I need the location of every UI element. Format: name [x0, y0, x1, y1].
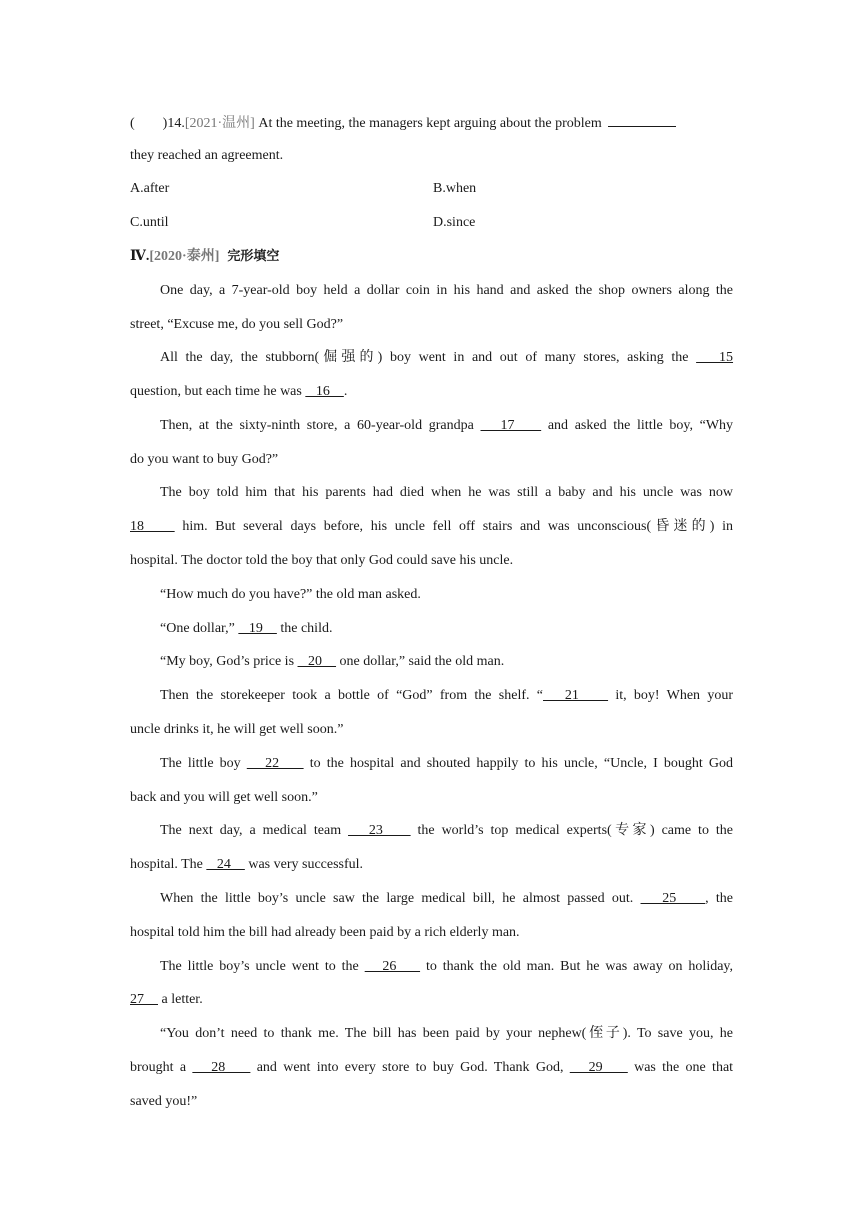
blank-15[interactable]: 15 [696, 350, 734, 365]
blank-19[interactable]: 19 [238, 621, 277, 636]
passage-line: hospital told him the bill had already been paid by a rich elderly man. [130, 925, 520, 940]
passage-line: All the day, the stubborn(倔强的) boy went in and out of many stores, asking the 15 [160, 350, 734, 365]
passage-line: The little boy 22 to the hospital and shouted happily to his uncle, “Uncle, I bought God [160, 756, 734, 771]
passage-line: The little boy’s uncle went to the 26 to thank the old man. But he was away on holiday, [160, 959, 734, 974]
passage-line: “One dollar,” 19 the child. [160, 621, 333, 636]
section-heading [130, 247, 733, 267]
blank-24[interactable]: 24 [206, 857, 245, 872]
passage-line: hospital. The 24 was very successful. [130, 857, 364, 872]
passage-line: back and you will get well soon.” [130, 790, 318, 805]
blank-23[interactable]: 23 [348, 823, 411, 838]
blank-25[interactable]: 25 [640, 891, 706, 906]
question-14-line-1 [130, 112, 733, 132]
passage-line: “My boy, God’s price is 20 one dollar,” said the old man. [160, 654, 505, 669]
blank-18[interactable]: 18 [130, 519, 175, 534]
question-number: 14. [167, 116, 185, 131]
question-14-line-2: they reached an agreement. [130, 148, 284, 163]
section-source: [2020·泰州] [149, 249, 220, 264]
passage-line: question, but each time he was 16 . [130, 384, 348, 399]
passage-line: hospital. The doctor told the boy that only God could save his uncle. [130, 553, 514, 568]
passage-line: uncle drinks it, he will get well soon.” [130, 722, 344, 737]
section-numeral: Ⅳ. [130, 249, 150, 264]
section-title: 完形填空 [227, 249, 280, 264]
passage-line: saved you!” [130, 1094, 198, 1109]
question-stem: At the meeting, the managers kept arguing about the problem [254, 116, 602, 131]
passage-line: “You don’t need to thank me. The bill has been paid by your nephew(侄子). To save you, he [160, 1026, 733, 1041]
blank-17[interactable]: 17 [480, 418, 542, 433]
blank-27[interactable]: 27 [130, 992, 158, 1007]
answer-blank-line[interactable] [608, 112, 676, 127]
passage-line: The boy told him that his parents had died when he was still a baby and his uncle was now [160, 485, 733, 500]
passage-line: brought a 28 and went into every store to buy God. Thank God, 29 was the one that [130, 1060, 734, 1075]
option-d[interactable]: D.since [433, 215, 476, 230]
blank-22[interactable]: 22 [246, 756, 304, 771]
option-b[interactable]: B.when [433, 181, 477, 196]
passage-line: Then, at the sixty-ninth store, a 60-year-old grandpa 17 and asked the little boy, “Why [160, 418, 734, 433]
blank-16[interactable]: 16 [305, 384, 344, 399]
passage-line: street, “Excuse me, do you sell God?” [130, 317, 344, 332]
blank-26[interactable]: 26 [364, 959, 421, 974]
passage-line: Then the storekeeper took a bottle of “God” from the shelf. “ 21 it, boy! When your [160, 688, 734, 703]
blank-20[interactable]: 20 [297, 654, 337, 669]
passage-line: “How much do you have?” the old man asked. [160, 587, 421, 602]
blank-28[interactable]: 28 [192, 1060, 251, 1075]
passage-line: do you want to buy God?” [130, 452, 279, 467]
answer-parenthesis[interactable]: ( ) [130, 116, 168, 131]
question-source: [2021·温州] [184, 116, 255, 131]
passage-line: When the little boy’s uncle saw the large medical bill, he almost passed out. 25 , the [160, 891, 734, 906]
option-c[interactable]: C.until [130, 215, 169, 230]
passage-line: One day, a 7-year-old boy held a dollar coin in his hand and asked the shop owners along the [160, 283, 733, 298]
passage-line: 18 him. But several days before, his uncle fell off stairs and was unconscious(昏迷的) in [130, 519, 734, 534]
blank-21[interactable]: 21 [543, 688, 609, 703]
passage-line: The next day, a medical team 23 the world’s top medical experts(专家) came to the [160, 823, 733, 838]
blank-29[interactable]: 29 [569, 1060, 628, 1075]
passage-line: 27 a letter. [130, 992, 203, 1007]
option-a[interactable]: A.after [130, 181, 170, 196]
